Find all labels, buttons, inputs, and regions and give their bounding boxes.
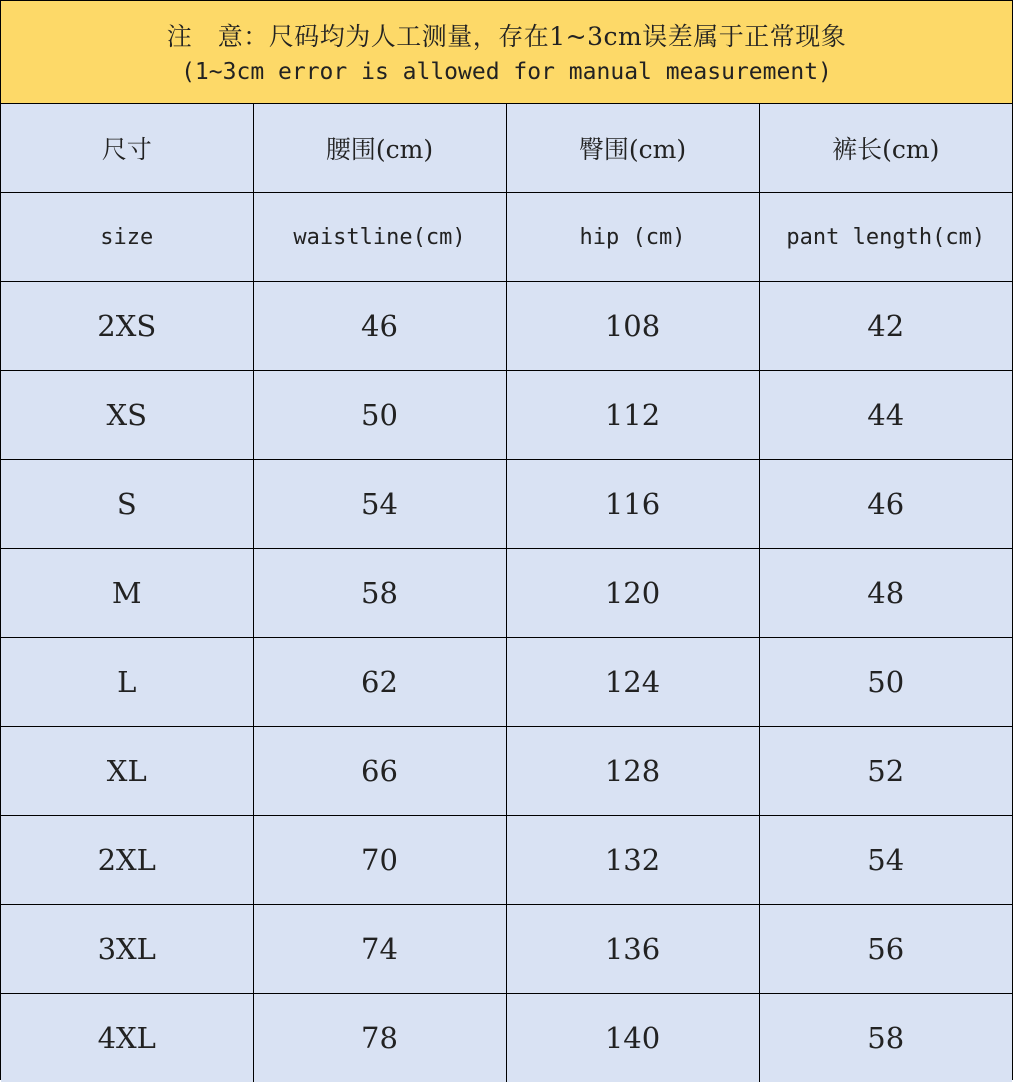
pant-length-cell: 42 <box>759 282 1012 371</box>
hip-cell: 140 <box>506 994 759 1082</box>
waistline-cell: 70 <box>253 816 506 905</box>
pant-length-cell: 56 <box>759 905 1012 994</box>
size-cell: S <box>1 460 253 549</box>
measurement-notice <box>1 1 1012 104</box>
table-row <box>1 371 1012 460</box>
size-cell: M <box>1 549 253 638</box>
notice-english: (1~3cm error is allowed for manual measurement) <box>1 55 1012 89</box>
size-cell: L <box>1 638 253 727</box>
header-pant-length-en: pant length(cm) <box>759 193 1012 282</box>
size-cell: 4XL <box>1 994 253 1082</box>
header-pant-length-cn: 裤长(cm) <box>759 104 1012 193</box>
table-row <box>1 282 1012 371</box>
size-table <box>1 104 1012 1082</box>
hip-cell: 108 <box>506 282 759 371</box>
pant-length-cell: 54 <box>759 816 1012 905</box>
table-row <box>1 905 1012 994</box>
waistline-cell: 50 <box>253 371 506 460</box>
waistline-cell: 66 <box>253 727 506 816</box>
hip-cell: 128 <box>506 727 759 816</box>
waistline-cell: 62 <box>253 638 506 727</box>
hip-cell: 116 <box>506 460 759 549</box>
table-row <box>1 460 1012 549</box>
pant-length-cell: 46 <box>759 460 1012 549</box>
header-hip-cn: 臀围(cm) <box>506 104 759 193</box>
table-row <box>1 549 1012 638</box>
header-row-english <box>1 193 1012 282</box>
pant-length-cell: 50 <box>759 638 1012 727</box>
size-cell: 3XL <box>1 905 253 994</box>
waistline-cell: 78 <box>253 994 506 1082</box>
table-row <box>1 638 1012 727</box>
header-size-en: size <box>1 193 253 282</box>
hip-cell: 136 <box>506 905 759 994</box>
table-row <box>1 816 1012 905</box>
hip-cell: 112 <box>506 371 759 460</box>
pant-length-cell: 58 <box>759 994 1012 1082</box>
size-cell: XL <box>1 727 253 816</box>
pant-length-cell: 48 <box>759 549 1012 638</box>
pant-length-cell: 44 <box>759 371 1012 460</box>
header-waistline-en: waistline(cm) <box>253 193 506 282</box>
hip-cell: 124 <box>506 638 759 727</box>
waistline-cell: 58 <box>253 549 506 638</box>
table-row <box>1 994 1012 1082</box>
waistline-cell: 54 <box>253 460 506 549</box>
hip-cell: 132 <box>506 816 759 905</box>
notice-chinese: 注 意：尺码均为人工测量，存在1~3cm误差属于正常现象 <box>1 1 1012 55</box>
hip-cell: 120 <box>506 549 759 638</box>
header-row-chinese <box>1 104 1012 193</box>
header-size-cn: 尺寸 <box>1 104 253 193</box>
header-waistline-cn: 腰围(cm) <box>253 104 506 193</box>
size-cell: 2XS <box>1 282 253 371</box>
pant-length-cell: 52 <box>759 727 1012 816</box>
table-row <box>1 727 1012 816</box>
header-hip-en: hip (cm) <box>506 193 759 282</box>
waistline-cell: 74 <box>253 905 506 994</box>
waistline-cell: 46 <box>253 282 506 371</box>
size-cell: 2XL <box>1 816 253 905</box>
size-cell: XS <box>1 371 253 460</box>
